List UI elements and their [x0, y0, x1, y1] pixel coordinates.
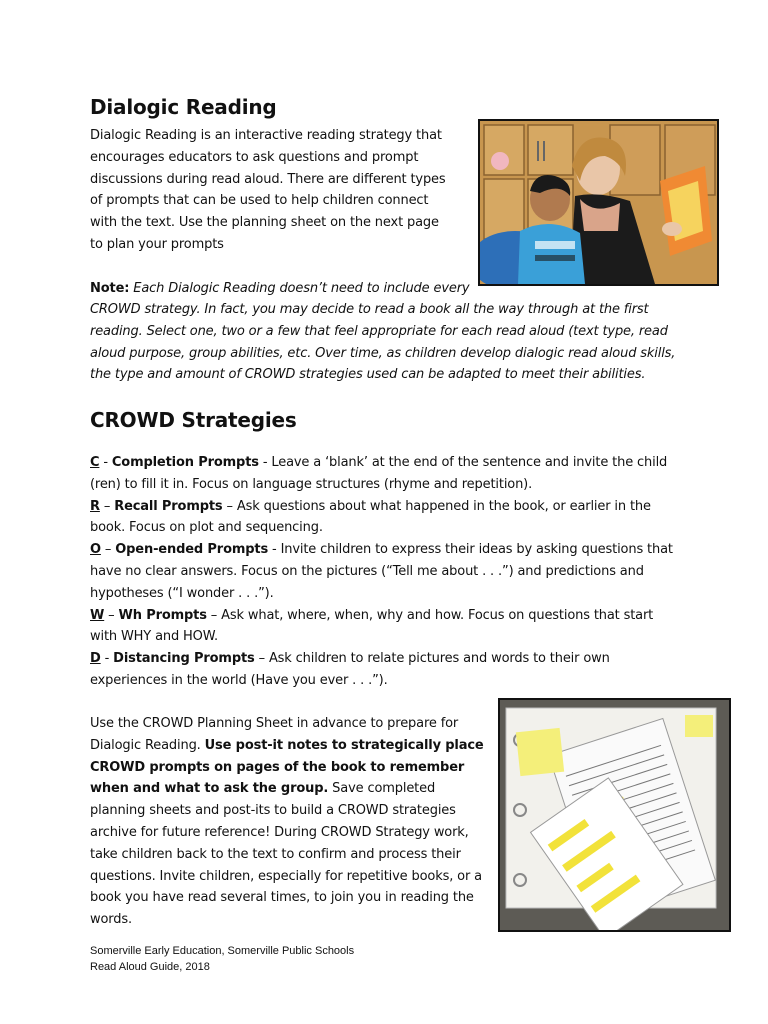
section-heading-crowd-strategies: CROWD Strategies [90, 408, 297, 432]
strategy-letter: D [90, 651, 101, 667]
strategy-item-w: W – Wh Prompts – Ask what, where, when, why and how. Focus on questions that start with WHY and HOW. [90, 607, 654, 645]
footer-document-title: Read Aloud Guide, 2018 [90, 961, 210, 973]
strategy-item-c: C - Completion Prompts - Leave a ‘blank’ at the end of the sentence and invite the child (ren) to fill it in. Focus on language structures (rhyme and repetition). [90, 455, 668, 492]
strategy-description: - Invite children to express their ideas by asking questions that have no clear answers. Focus on the pictures (“Tell me about . . .”) and predictions and hypotheses (“I wonder . . .”). [90, 542, 673, 601]
strategy-letter: C [90, 455, 100, 470]
note-first-line [90, 278, 470, 300]
strategy-name: Wh Prompts [118, 607, 207, 623]
planning-emphasis: Use post-it notes to strategically place CROWD prompts on pages of the book to remember when and what to ask the group. [90, 737, 484, 797]
strategy-letter: R [90, 498, 100, 514]
note-label: Note: [90, 281, 130, 296]
note-first-line-text: Each Dialogic Reading doesn’t need to include every [129, 281, 470, 296]
strategy-description: – Ask what, where, when, why and how. Focus on questions that start with WHY and HOW. [90, 607, 654, 645]
section-heading-dialogic-reading: Dialogic Reading [90, 95, 277, 119]
note-paragraph: CROWD strategy. In fact, you may decide to read a book all the way through at the first reading. Select one, two or a few that feel appropriate for each read aloud (text type, read aloud purpose, group abilities, etc. Over time, as children develop dialogic read aloud skills, the type and amount of CROWD strategies used can be adapted to meet their abilities. [90, 302, 676, 383]
strategy-name: Completion Prompts [111, 455, 259, 470]
strategy-description: – Ask children to relate pictures and words to their own experiences in the world (Have you ever . . .”). [90, 651, 610, 688]
photo-planning-sheets-with-post-its [498, 698, 731, 932]
strategy-description: - Leave a ‘blank’ at the end of the sentence and invite the child (ren) to fill it in. Focus on language structures (rhyme and repetition). [90, 455, 668, 492]
strategy-item-o: O – Open-ended Prompts - Invite children to express their ideas by asking questions that have no clear answers. Focus on the pictures (“Tell me about . . .”) and predictions and hypotheses (“I wonder . . .”). [90, 542, 673, 601]
strategy-description: – Ask questions about what happened in the book, or earlier in the book. Focus on plot and sequencing. [90, 498, 651, 536]
intro-paragraph: Dialogic Reading is an interactive reading strategy that encourages educators to ask questions and prompt discussions during read aloud. There are different types of prompts that can be used to help children connect with the text. Use the planning sheet on the next page to plan your prompts [90, 128, 446, 252]
crowd-strategy-list [90, 452, 680, 692]
strategy-letter: W [90, 607, 105, 623]
footer-organization: Somerville Early Education, Somerville Public Schools [90, 945, 355, 957]
planning-paragraph: Use the CROWD Planning Sheet in advance to prepare for Dialogic Reading. Use post-it notes to strategically place CROWD prompts on pages of the book to remember when and what to ask the group. Save completed planning sheets and post-its to build a CROWD strategies archive for future reference! During CROWD Strategy work, take children back to the text to confirm and process their questions. Invite children, especially for repetitive books, or a book you have read several times, to join you in reading the words. [90, 716, 484, 928]
strategy-name: Distancing Prompts [113, 651, 255, 667]
photo-teacher-reading-with-child [478, 119, 719, 286]
strategy-item-d: D - Distancing Prompts – Ask children to relate pictures and words to their own experiences in the world (Have you ever . . .”). [90, 651, 610, 688]
strategy-letter: O [90, 542, 101, 558]
strategy-item-r: R – Recall Prompts – Ask questions about what happened in the book, or earlier in the book. Focus on plot and sequencing. [90, 498, 651, 536]
strategy-name: Open-ended Prompts [115, 542, 269, 558]
strategy-name: Recall Prompts [114, 498, 223, 514]
